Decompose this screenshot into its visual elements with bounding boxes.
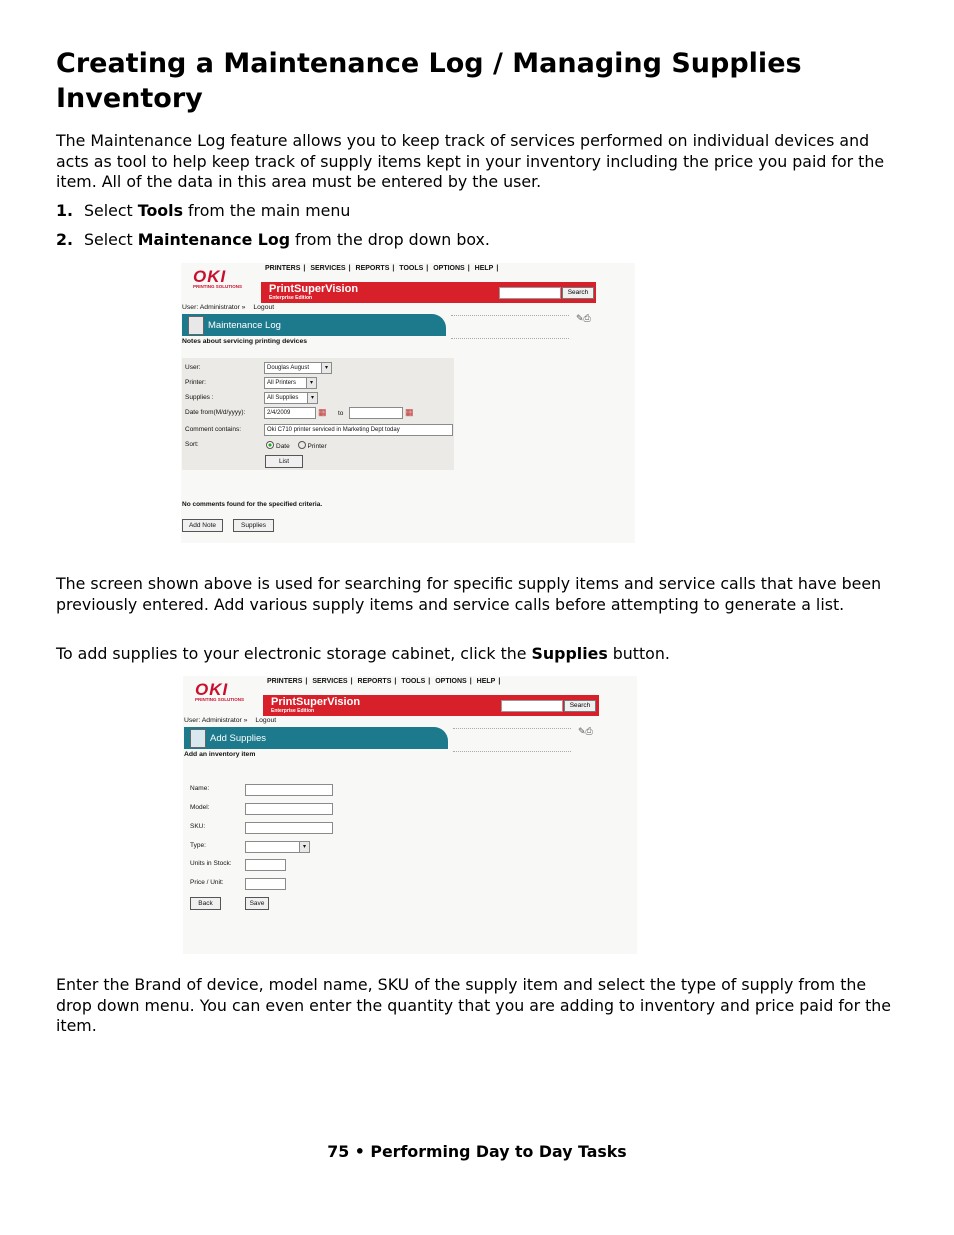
nav-separator: | <box>350 678 353 685</box>
save-button[interactable]: Save <box>245 897 269 910</box>
oki-logo: OKI <box>195 680 229 699</box>
step-2 <box>56 230 490 250</box>
step-number: 1. <box>56 201 73 220</box>
page-title: Creating a Maintenance Log / Managing Supplies Inventory <box>56 48 802 114</box>
chevron-down-icon: ▾ <box>299 842 309 852</box>
footer-bullet: • <box>354 1142 365 1161</box>
nav-reports[interactable]: REPORTS <box>357 678 392 685</box>
user-line <box>184 717 276 724</box>
brand-name: PrintSuperVision <box>269 283 359 295</box>
nav-separator: | <box>305 678 308 685</box>
search-input[interactable] <box>501 700 563 712</box>
date-to-input[interactable] <box>349 407 403 419</box>
section-subheading: Notes about servicing printing devices <box>182 338 308 345</box>
section-subheading: Add an inventory item <box>184 751 256 758</box>
model-input[interactable] <box>245 803 333 815</box>
nav-help[interactable]: HELP <box>474 265 494 272</box>
nav-help[interactable]: HELP <box>476 678 496 685</box>
paragraph-text: To add supplies to your electronic storage cabinet, click the <box>56 644 532 663</box>
sort-printer-label: Printer <box>307 443 327 450</box>
units-in-stock-input[interactable] <box>245 859 286 871</box>
sort-options <box>266 441 327 450</box>
user-label: User: <box>185 364 201 371</box>
intro-paragraph: The Maintenance Log feature allows you to keep track of services performed on individual devices and acts as tool to help keep track of supply items kept in your inventory including the price you paid for the item. All of the data in this area must be entered by the user. <box>56 131 885 191</box>
calendar-icon[interactable]: ▦ <box>405 407 414 417</box>
no-comments-message: No comments found for the specified criteria. <box>182 501 323 508</box>
back-button[interactable]: Back <box>190 897 221 910</box>
supplies-select[interactable] <box>264 392 318 404</box>
calendar-icon[interactable]: ▦ <box>318 407 327 417</box>
paragraph-keyword: Supplies <box>531 644 608 663</box>
nav-printers[interactable]: PRINTERS <box>265 265 301 272</box>
list-button[interactable]: List <box>265 455 303 468</box>
supplies-icon <box>190 729 206 748</box>
chevron-down-icon: ▾ <box>306 378 316 388</box>
nav-separator: | <box>496 265 499 272</box>
nav-separator: | <box>467 265 470 272</box>
user-select[interactable] <box>264 362 332 374</box>
step-1 <box>56 201 350 221</box>
nav-options[interactable]: OPTIONS <box>435 678 467 685</box>
oki-logo-subtitle: PRINTING SOLUTIONS <box>193 284 243 289</box>
type-label: Type: <box>190 842 206 849</box>
nav-reports[interactable]: REPORTS <box>355 265 390 272</box>
step-number: 2. <box>56 230 73 249</box>
nav-services[interactable]: SERVICES <box>310 265 346 272</box>
sort-date-label: Date <box>276 443 290 450</box>
sku-input[interactable] <box>245 822 333 834</box>
name-label: Name: <box>190 785 210 792</box>
nav-separator: | <box>469 678 472 685</box>
search-input[interactable] <box>499 287 561 299</box>
brand-name: PrintSuperVision <box>271 696 361 708</box>
units-in-stock-label: Units in Stock: <box>190 860 232 867</box>
model-label: Model: <box>190 804 210 811</box>
header-bar <box>261 282 596 303</box>
logout-link[interactable]: Logout <box>255 717 277 724</box>
section-title: Maintenance Log <box>208 320 281 331</box>
form-description-paragraph: Enter the Brand of device, model name, SKU of the supply item and select the type of supply from the drop down menu. You can even enter the quantity that you are adding to inventory and price paid for the item. <box>56 975 892 1035</box>
add-note-button[interactable]: Add Note <box>182 519 223 532</box>
brand-edition: Enterprise Edition <box>271 708 315 714</box>
comment-label: Comment contains: <box>185 426 241 433</box>
step-text: Select <box>84 230 138 249</box>
page-footer <box>0 1142 954 1161</box>
nav-separator: | <box>394 678 397 685</box>
nav-printers[interactable]: PRINTERS <box>267 678 303 685</box>
paragraph-text: button. <box>607 644 670 663</box>
header-bar <box>263 695 599 716</box>
nav-separator: | <box>348 265 351 272</box>
dotted-divider <box>453 728 571 752</box>
sort-label: Sort: <box>185 441 199 448</box>
edit-print-icons[interactable]: ✎⎙ <box>578 726 593 736</box>
type-select[interactable] <box>245 841 310 853</box>
comment-input[interactable]: Oki C710 printer serviced in Marketing Dept today <box>264 424 453 436</box>
top-nav <box>265 265 501 272</box>
date-from-input[interactable]: 2/4/2009 <box>264 407 316 419</box>
supplies-label: Supplies : <box>185 394 214 401</box>
sort-date-radio[interactable] <box>266 441 274 449</box>
user-line <box>182 304 274 311</box>
brand-edition: Enterprise Edition <box>269 295 313 301</box>
step-keyword: Maintenance Log <box>137 230 291 249</box>
oki-logo: OKI <box>193 267 227 286</box>
nav-separator: | <box>428 678 431 685</box>
edit-print-icons[interactable]: ✎⎙ <box>576 313 591 323</box>
sku-label: SKU: <box>190 823 206 830</box>
nav-separator: | <box>426 265 429 272</box>
search-button[interactable]: Search <box>562 287 594 299</box>
logout-link[interactable]: Logout <box>253 304 275 311</box>
search-screen-paragraph: The screen shown above is used for searching for specific supply items and service calls that have been previously entered. Add various supply items and service calls before attempting to generate a list. <box>56 574 882 614</box>
section-tab <box>182 314 446 336</box>
supplies-select-value: All Supplies <box>267 395 299 401</box>
step-text: Select <box>84 201 138 220</box>
supplies-button[interactable]: Supplies <box>233 519 274 532</box>
step-text: from the drop down box. <box>290 230 490 249</box>
chevron-down-icon: ▾ <box>321 363 331 373</box>
nav-separator: | <box>303 265 306 272</box>
date-to-label: to <box>338 410 344 417</box>
sort-printer-radio[interactable] <box>298 441 306 449</box>
user-select-value: Douglas August <box>267 365 310 371</box>
current-user: User: Administrator » <box>184 717 248 724</box>
printer-label: Printer: <box>185 379 206 386</box>
footer-section: Performing Day to Day Tasks <box>370 1142 627 1161</box>
chevron-down-icon: ▾ <box>307 393 317 403</box>
page-number: 75 <box>327 1142 350 1161</box>
section-tab <box>184 727 448 749</box>
notebook-icon <box>188 316 204 335</box>
maintenance-log-screenshot <box>181 263 635 543</box>
printer-select[interactable] <box>264 377 317 389</box>
step-keyword: Tools <box>137 201 183 220</box>
date-from-label: Date from(M/d/yyyy): <box>185 409 246 416</box>
nav-tools[interactable]: TOOLS <box>399 265 424 272</box>
nav-services[interactable]: SERVICES <box>312 678 348 685</box>
nav-tools[interactable]: TOOLS <box>401 678 426 685</box>
nav-separator: | <box>498 678 501 685</box>
price-per-unit-input[interactable] <box>245 878 286 890</box>
search-form-panel <box>182 358 454 470</box>
search-button[interactable]: Search <box>564 700 596 712</box>
oki-logo-subtitle: PRINTING SOLUTIONS <box>195 697 245 702</box>
nav-options[interactable]: OPTIONS <box>433 265 465 272</box>
top-nav <box>267 678 503 685</box>
section-title: Add Supplies <box>210 733 266 744</box>
printer-select-value: All Printers <box>267 380 297 386</box>
step-text: from the main menu <box>182 201 351 220</box>
add-supplies-screenshot <box>183 676 637 954</box>
nav-separator: | <box>392 265 395 272</box>
price-per-unit-label: Price / Unit: <box>190 879 224 886</box>
add-supplies-paragraph <box>56 644 896 665</box>
name-input[interactable] <box>245 784 333 796</box>
dotted-divider <box>451 315 569 339</box>
current-user: User: Administrator » <box>182 304 246 311</box>
